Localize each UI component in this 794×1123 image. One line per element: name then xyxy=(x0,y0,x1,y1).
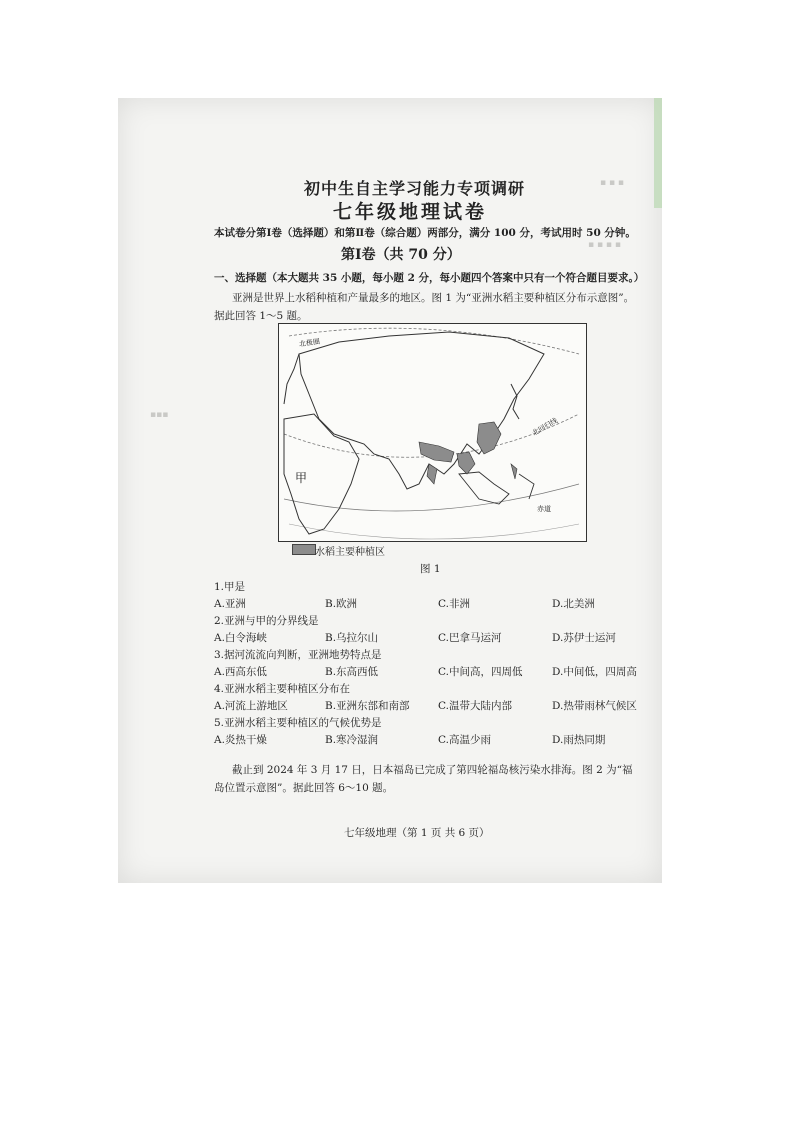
map-label-arctic: 北极圈 xyxy=(298,337,321,349)
bleed-through-mark: ▪ ▪ ▪ ▪ xyxy=(588,240,621,250)
option: B.寒冷湿润 xyxy=(325,734,379,746)
option: A.炎热干燥 xyxy=(214,734,267,746)
option: A.河流上游地区 xyxy=(214,700,288,712)
rice-region-indochina xyxy=(457,452,475,474)
passage2-line: 岛位置示意图”。据此回答 6～10 题。 xyxy=(214,782,394,794)
question-stem: 3.据河流流向判断，亚洲地势特点是 xyxy=(214,649,382,661)
question-stem: 4.亚洲水稻主要种植区分布在 xyxy=(214,683,351,695)
rice-region-south-asia xyxy=(419,442,454,462)
part1-heading: 第Ⅰ卷（共 70 分） xyxy=(341,247,461,263)
europe-outline xyxy=(284,354,299,404)
page-edge-stain xyxy=(654,98,662,208)
question-stem: 2.亚洲与甲的分界线是 xyxy=(214,615,319,627)
option: D.中间低，四周高 xyxy=(552,666,637,678)
map-label-equator: 赤道 xyxy=(537,505,551,513)
option: C.中间高，四周低 xyxy=(438,666,523,678)
option: D.雨热同期 xyxy=(552,734,606,746)
islands-outline xyxy=(459,472,509,504)
islands-outline xyxy=(519,474,534,499)
option: C.非洲 xyxy=(438,598,470,610)
asia-rice-map xyxy=(278,323,587,542)
exam-subtitle: 七年级地理试卷 xyxy=(333,201,488,223)
option: B.乌拉尔山 xyxy=(325,632,379,644)
latitude-line xyxy=(289,524,579,539)
section-heading: 一、选择题（本大题共 35 小题，每小题 2 分，每小题四个答案中只有一个符合题目要求。） xyxy=(214,272,645,284)
map-label-jia: 甲 xyxy=(295,471,308,485)
passage-line: 据此回答 1～5 题。 xyxy=(214,310,308,322)
option: C.高温少雨 xyxy=(438,734,491,746)
exam-intro: 本试卷分第Ⅰ卷（选择题）和第Ⅱ卷（综合题）两部分，满分 100 分，考试用时 50 分钟。 xyxy=(214,227,636,239)
legend-label: 水稻主要种植区 xyxy=(315,547,385,558)
option: D.北美洲 xyxy=(552,598,595,610)
option: B.亚洲东部和南部 xyxy=(325,700,410,712)
question-stem: 5.亚洲水稻主要种植区的气候优势是 xyxy=(214,717,382,729)
option: A.白令海峡 xyxy=(214,632,267,644)
rice-region-india xyxy=(427,464,437,484)
option: B.东高西低 xyxy=(325,666,379,678)
map-label-tropic: 北回归线 xyxy=(530,416,560,438)
option: D.热带雨林气候区 xyxy=(552,700,637,712)
exam-title: 初中生自主学习能力专项调研 xyxy=(304,179,526,198)
equator-line xyxy=(284,484,579,511)
page-footer: 七年级地理（第 1 页 共 6 页） xyxy=(344,827,490,839)
passage-line: 亚洲是世界上水稻种植和产量最多的地区。图 1 为“亚洲水稻主要种植区分布示意图”。 xyxy=(232,292,635,304)
passage2-line: 截止到 2024 年 3 月 17 日，日本福岛已完成了第四轮福岛核污染水排海。图 2 为“福 xyxy=(232,764,633,776)
bleed-through-mark: ▪▪▪ xyxy=(150,410,169,420)
option: A.西高东低 xyxy=(214,666,267,678)
figure-caption: 图 1 xyxy=(420,563,441,575)
option: D.苏伊士运河 xyxy=(552,632,616,644)
option: B.欧洲 xyxy=(325,598,358,610)
option: A.亚洲 xyxy=(214,598,246,610)
legend-swatch xyxy=(292,544,316,555)
option: C.巴拿马运河 xyxy=(438,632,502,644)
option: C.温带大陆内部 xyxy=(438,700,512,712)
bleed-through-mark: ▪ ▪ ▪ xyxy=(600,178,625,188)
asia-outline xyxy=(299,332,544,489)
rice-region-philippines xyxy=(511,464,517,479)
question-stem: 1.甲是 xyxy=(214,581,246,593)
